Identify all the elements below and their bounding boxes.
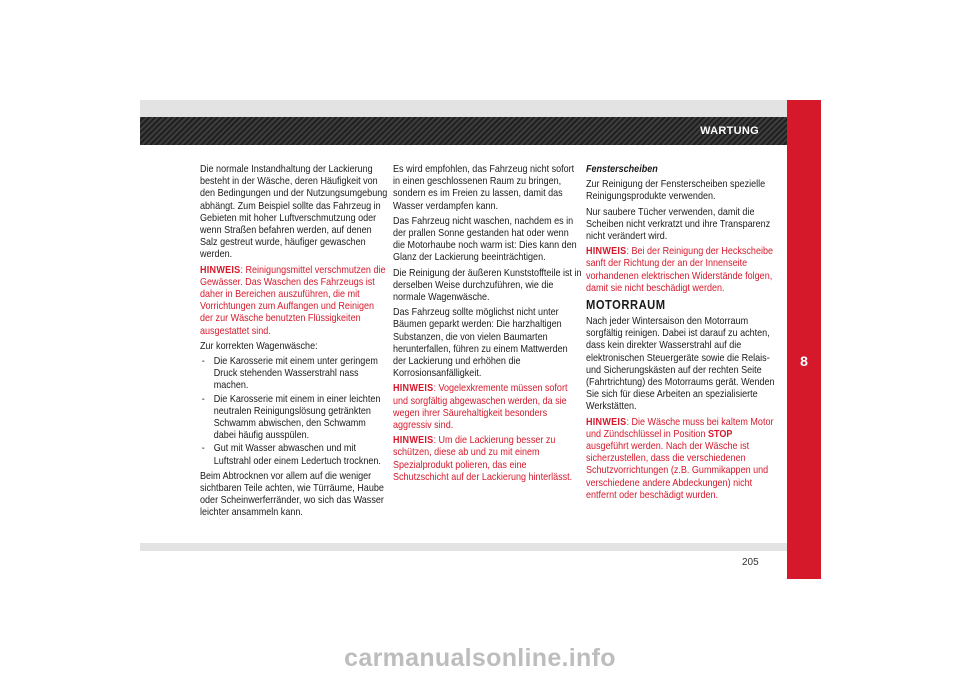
paragraph: Das Fahrzeug sollte möglichst nicht unter Bäumen geparkt werden: Die harzhaltigen Substanzen, die von vielen Baumarten herunterfallen, führen zu einem Mattwerden der Lackierung und erhöhen die Korrosionsanfälligkeit.	[393, 306, 568, 380]
list-item	[200, 442, 389, 466]
section-header-bar	[140, 117, 787, 145]
text-column-2	[393, 163, 582, 486]
list-dash: -	[201, 355, 205, 368]
paragraph: Die Reinigung der äußeren Kunststoffteile ist in derselben Weise durchzuführen, wie die normale Wagenwäsche.	[393, 266, 582, 304]
paragraph: Zur Reinigung der Fensterscheiben spezielle Reinigungsprodukte verwenden.	[586, 178, 766, 203]
watermark: carmanualsonline.info	[344, 644, 616, 672]
list-item-text: Gut mit Wasser abwaschen und mit Luftstrahl oder einem Ledertuch trocknen.	[213, 442, 381, 467]
list-item-text: Die Karosserie mit einem in einer leichten neutralen Reinigungslösung getränkten Schwamm abwischen, den Schwamm dabei häufig ausspülen.	[213, 392, 381, 442]
paragraph: Zur korrekten Wagenwäsche:	[200, 339, 318, 352]
note-text: : Bei der Reinigung der Heckscheibe sanft der Richtung der an der Innenseite vorhandenen elektrischen Widerstände folgen, damit sie nicht beschädigt werden.	[586, 245, 774, 294]
note-text: : Die Wäsche muss bei kaltem Motor und Zündschlüssel in Position	[586, 415, 774, 440]
list-dash: -	[201, 392, 205, 405]
chapter-tab	[787, 100, 821, 579]
note-label: HINWEIS	[200, 263, 241, 276]
list-item-text: Die Karosserie mit einem unter geringem Druck stehenden Wasserstrahl nass machen.	[213, 355, 378, 392]
note-paragraph	[586, 416, 775, 501]
bottom-gray-band	[140, 543, 787, 551]
note-paragraph	[586, 245, 775, 294]
paragraph: Nach jeder Wintersaison den Motorraum sorgfältig reinigen. Dabei ist darauf zu achten, dass kein direkter Wasserstrahl auf die elektronischen Steuergeräte sowie die Relais- und Sicherungskästen auf der rechten Seite (Fahrtrichtung) des Motorraums gerät. Wenden Sie sich für diese Arbeiten an spezialisierte Werkstätten.	[586, 315, 775, 413]
text-column-3	[586, 163, 775, 504]
chapter-number: 8	[800, 353, 808, 369]
section-title: WARTUNG	[700, 125, 759, 137]
text-column-1	[200, 163, 389, 522]
paragraph: Die normale Instandhaltung der Lackierung besteht in der Wäsche, deren Häufigkeit von den Bedingungen und der Nutzungsumgebung abhängt. Zum Beispiel sollte das Fahrzeug in Gebieten mit hoher Luftverschmutzung oder wenn Straßen befahren werden, auf denen Salz gestreut wurde, häufiger gewaschen werden.	[200, 163, 388, 261]
note-label: HINWEIS	[393, 382, 434, 395]
note-paragraph	[200, 264, 389, 337]
note-keyword-stop: STOP	[707, 427, 733, 440]
list-item	[200, 393, 389, 442]
note-label: HINWEIS	[586, 245, 627, 258]
list-dash: -	[201, 442, 205, 455]
list-item	[200, 355, 389, 392]
note-label: HINWEIS	[393, 434, 434, 447]
note-text: ausgeführt werden. Nach der Wäsche ist sicherzustellen, dass die verschiedenen Schutzvorrichtungen (z.B. Gummikappen und verschiedene andere Abdeckungen) nicht entfernt oder beschädigt wurden.	[586, 440, 769, 501]
top-gray-band	[140, 100, 787, 117]
washing-steps-list	[200, 355, 389, 467]
page-number: 205	[742, 557, 759, 568]
note-paragraph	[393, 382, 582, 431]
note-text: : Reinigungsmittel verschmutzen die Gewässer. Das Waschen des Fahrzeugs ist daher in Bereichen auszuführen, die mit Vorrichtungen zum Auffangen und Reinigen der zur Wäsche benutzten Flüssigkeiten ausgestattet sind.	[200, 263, 386, 337]
note-label: HINWEIS	[586, 415, 627, 428]
note-text: : Um die Lackierung besser zu schützen, diese ab und zu mit einem Spezialprodukt polieren, das eine Schutzschicht auf der Lackierung hinterlässt.	[393, 434, 573, 483]
section-heading-engine-bay: MOTORRAUM	[586, 297, 666, 313]
paragraph: Beim Abtrocknen vor allem auf die weniger sichtbaren Teile achten, wie Türräume, Haube oder Scheinwerferränder, wo sich das Wasser leichter ansammeln kann.	[200, 469, 384, 519]
paragraph: Nur saubere Tücher verwenden, damit die Scheiben nicht verkratzt und ihre Transparenz nicht verändert wird.	[586, 205, 771, 243]
paragraph: Das Fahrzeug nicht waschen, nachdem es in der prallen Sonne gestanden hat oder wenn die Motorhaube noch warm ist: Dies kann den Glanz der Lackierung beeinträchtigen.	[393, 214, 577, 264]
note-text: : Vogelexkremente müssen sofort und sorgfältig abgewaschen werden, da sie wegen ihrer Säurehaltigkeit besonders aggressiv sind.	[393, 382, 568, 432]
note-paragraph	[393, 434, 582, 483]
paragraph: Es wird empfohlen, das Fahrzeug nicht sofort in einen geschlossenen Raum zu bringen, sondern es im Freien zu lassen, damit das Wasser verdampfen kann.	[393, 163, 575, 212]
subheading-windows: Fensterscheiben	[586, 163, 658, 175]
